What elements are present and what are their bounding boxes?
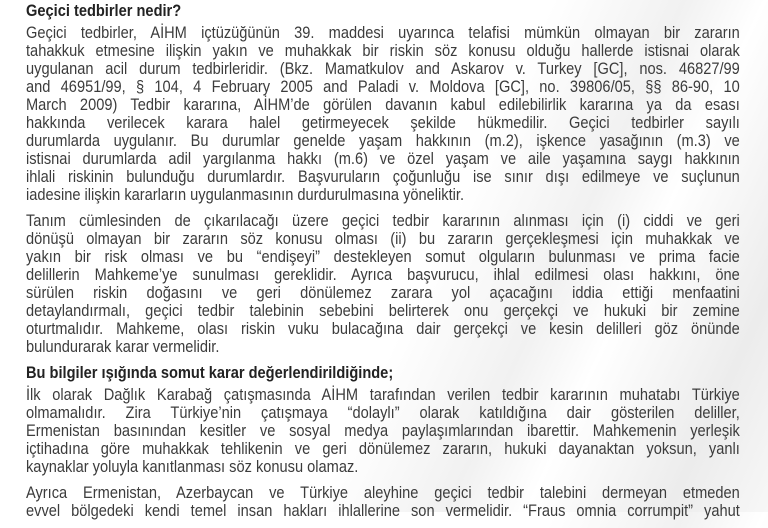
text-line: detaylandırmalı, geçici tedbir talebinin sebebini belirterek onu gerçekçi ve hukuki bir zemine: [26, 301, 740, 320]
text-line: oturtmalıdır. Mahkeme, olası riskin vuku bulacağına dair gerçekçi ve kesin delilleri göz önünde: [26, 319, 740, 338]
text-line: durumlarda uygulanır. Bu durumlar genelde yaşam hakkının (m.2), işkence yasağının (m.3) ve: [26, 131, 740, 150]
text-line: Tanım cümlesinden de çıkarılacağı üzere geçici tedbir kararının alınması için (i) ciddi ve geri: [26, 211, 740, 230]
text-line: içtihadına göre muhakkak tehlikenin ve geri dönülemez zararın, hukuki dayanaktan yoksun, yanlı: [26, 439, 740, 458]
paragraph: [26, 212, 740, 356]
text-line: iadesine ilişkin kararların uygulanmasının durdurulmasına yöneliktir.: [26, 185, 465, 204]
paragraph: [26, 484, 740, 520]
text-line: and 46951/99, § 104, 4 February 2005 and Paladi v. Moldova [GC], no. 39806/05, §§ 86-90, 10: [26, 77, 740, 96]
paragraph: [26, 386, 740, 476]
text-line: hakkında verilecek karara halel getirmeyecek şekilde hükmedilir. Geçici tedbirler sayılı: [26, 113, 740, 132]
text-line: ihlali riskinin bulunduğu durumlardır. Başvuruların çoğunluğu ise sınır dışı edilmeye ve suçlunun: [26, 167, 740, 186]
text-line: olmamalıdır. Zira Türkiye’nin çatışmaya “dolaylı” olarak katıldığına dair gösterilen deliller,: [26, 403, 740, 422]
paragraph: [26, 24, 740, 204]
document-page: [26, 2, 740, 528]
text-line: istisnai durumlarda adil yargılanma hakkı (m.6) ve özel yaşam ve aile yaşamına saygı hakkının: [26, 149, 740, 168]
text-line: dönüşü olmayan bir zararın söz konusu olması (ii) bu zararın gerçekleşmesi için muhakkak ve: [26, 229, 740, 248]
text-line: delillerin Mahkeme’ye sunulması gereklidir. Ayrıca başvurucu, ihlal edilmesi olası hakkını, öne: [26, 265, 740, 284]
section-heading: Geçici tedbirler nedir?: [26, 1, 182, 20]
text-line: kaynaklar yoluyla kanıtlanması söz konusu olamaz.: [26, 457, 359, 476]
text-line: İlk olarak Dağlık Karabağ çatışmasında AİHM tarafından verilen tedbir kararının muhatabı Türkiye: [26, 385, 740, 404]
text-line: uygulanan acil durum tedbirleridir. (Bkz. Mamatkulov and Askarov v. Turkey [GC], nos. 46827/99: [26, 59, 740, 78]
text-line: sürülen riskin doğasını ve geri dönülemez zarara yol açacağını iddia ettiği menfaatini: [26, 283, 740, 302]
text-line: bulundurarak karar vermelidir.: [26, 337, 220, 356]
text-line: Ayrıca Ermenistan, Azerbaycan ve Türkiye aleyhine geçici tedbir talebini dermeyan etmeden: [26, 483, 740, 502]
text-line: Ermenistan basınından kesitler ve sosyal medya paylaşımlarından ibarettir. Mahkemenin yerleşik: [26, 421, 740, 440]
text-line: tahakkuk etmesine ilişkin yakın ve muhakkak bir riskin söz konusu olduğu hallerde istisnai olarak: [26, 41, 740, 60]
text-line: evvel bölgedeki kendi temel insan hakları ihlallerine son vermelidir. “Fraus omnia corrumpit” yahut: [26, 501, 740, 520]
text-line: Geçici tedbirler, AİHM içtüzüğünün 39. maddesi uyarınca telafisi mümkün olmayan bir zararın: [26, 23, 740, 42]
text-line: yakın bir risk olması ve bu “endişeyi” destekleyen somut olguların bulunması ve prima facie: [26, 247, 740, 266]
section-heading: Bu bilgiler ışığında somut karar değerlendirildiğinde;: [26, 363, 394, 382]
text-line: March 2009) Tedbir kararına, AİHM’de görülen davanın kabul edilebilirlik kararına ya da esası: [26, 95, 740, 114]
